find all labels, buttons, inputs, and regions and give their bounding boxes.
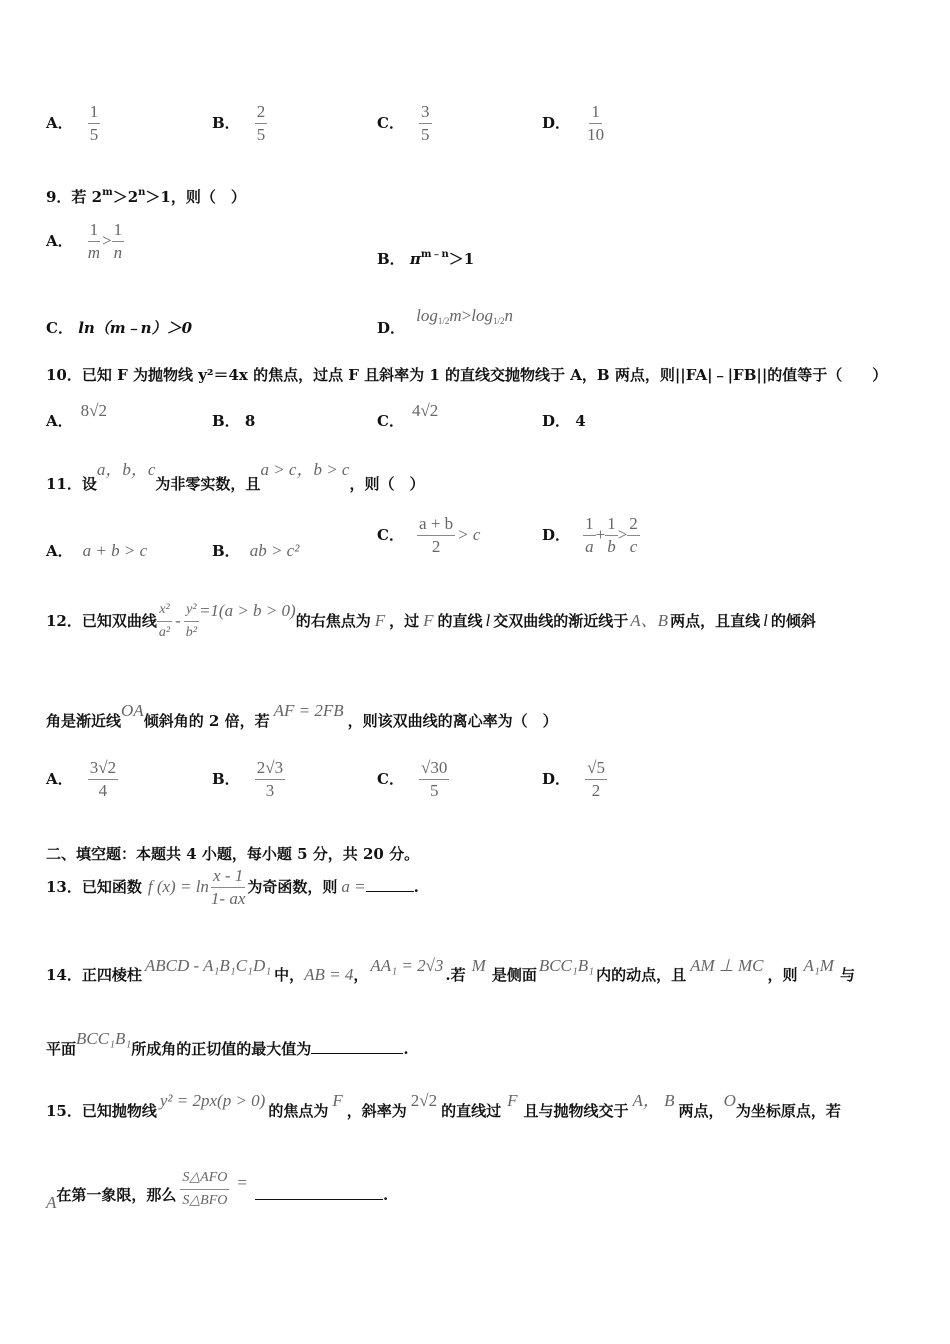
q12-option-a: A． $\frac{3√2}{4}$: [46, 758, 117, 800]
q14-stem-line1: 14．正四棱柱 ABCD - A₁B₁C₁D₁ 中，AB = 4， AA₁ = 2√3 .若 M 是侧面 BCC₁B₁ 内的动点，且 AM ⊥ MC ，则 A₁M 与: [46, 956, 855, 984]
q9-option-d: D． $\log_{1/2}m>\log_{1/2}n$: [377, 306, 513, 337]
fraction: $\frac{2√3}{3}$: [256, 758, 284, 800]
option-label: D．: [542, 114, 571, 132]
option-label: A．: [46, 114, 73, 132]
fraction: $\frac{√30}{5}$: [421, 758, 448, 800]
fraction: $\frac{1}{5}$: [89, 102, 99, 144]
q11-option-a: A． a + b > c: [46, 541, 148, 560]
q12-stem-line2: 角是渐近线OA倾斜角的 2 倍，若AF = 2FB，则该双曲线的离心率为（ ）: [46, 701, 558, 730]
q12-option-c: C． $\frac{√30}{5}$: [377, 758, 448, 800]
option-label: C．: [377, 114, 404, 132]
fraction: $\frac{3√2}{4}$: [89, 758, 117, 800]
fraction: $\frac{\text{S△AFO}}{\text{S△BFO}}$: [182, 1170, 228, 1208]
q11-option-d: D． $\frac{1}{a}$ + $\frac{1}{b}$ > $\frac{2}{c}$: [542, 514, 638, 556]
q15-stem-line2: A在第一象限，那么 $\frac{\text{S△AFO}}{\text{S△BFO}}$ =.: [46, 1170, 389, 1212]
q8-option-d: [542, 102, 606, 145]
q9-option-b: B． $\pi^{m﹣n}>1$: [377, 249, 475, 268]
fraction: $\frac{3}{5}$: [421, 102, 430, 144]
answer-blank[interactable]: [255, 1199, 383, 1200]
q10-option-a: A．8√2: [46, 401, 107, 430]
q15-stem-line1: 15．已知抛物线y² = 2px(p > 0)的焦点为F，斜率为2√2的直线过F且与抛物线交于A， B两点，O为坐标原点，若: [46, 1091, 841, 1120]
fraction: $\frac{2}{c}$: [629, 514, 638, 556]
fraction: $\frac{2}{5}$: [256, 102, 266, 144]
q11-stem: 11．设a，b，c为非零实数，且a > c，b > c，则（ ）: [46, 460, 425, 493]
fraction: $\frac{1}{n}$: [113, 220, 123, 262]
answer-blank[interactable]: [366, 891, 414, 892]
q12-option-d: D． $\frac{√5}{2}$: [542, 758, 605, 800]
answer-blank[interactable]: [311, 1053, 403, 1054]
q12-option-b: B． $\frac{2√3}{3}$: [212, 758, 284, 800]
q9-option-a: A． $\frac{1}{m}$ > $\frac{1}{n}$: [46, 220, 123, 262]
fraction: $\frac{\text{x²}}{\text{a²}}$: [158, 602, 171, 640]
fraction: $\frac{√5}{2}$: [587, 758, 605, 800]
option-label: B．: [212, 114, 240, 132]
q13-stem: 13．已知函数 f (x) = ln $\frac{x - 1}{1- ax}$ 为奇函数，则 a = .: [46, 866, 419, 908]
q12-stem-line1: 12．已知双曲线 $\frac{\text{x²}}{\text{a²}}$ - $\frac{\text{y²}}{\text{b²}}$ =1(a > b > 0)的右焦点为 F ，过 F 的直线 l 交双曲线的渐近线于 A、B 两点，且直线 l 的倾斜: [46, 600, 816, 643]
section-heading: 二、填空题：本题共 4 小题，每小题 5 分，共 20 分。: [46, 845, 420, 863]
q8-option-c: [377, 102, 432, 145]
q14-stem-line2: 平面BCC₁B₁所成角的正切值的最大值为 .: [46, 1029, 409, 1058]
fraction: $\frac{1}{m}$: [87, 220, 101, 262]
q11-option-b: B． ab > c²: [212, 541, 300, 560]
q9-option-c: C． ln（m﹣n）＞0: [46, 319, 193, 337]
q10-stem: 10．已知 F 为抛物线 y²＝4x 的焦点，过点 F 且斜率为 1 的直线交抛物线于 A，B 两点，则||FA|﹣|FB||的值等于（ ）: [46, 366, 888, 384]
q8-option-a: [46, 102, 100, 145]
q8-option-b: [212, 102, 267, 145]
fraction: $\frac{1}{a}$: [585, 514, 594, 556]
q10-option-c: C．4√2: [377, 401, 439, 430]
q10-option-d: D． 4: [542, 412, 586, 430]
q10-option-b: B． 8: [212, 412, 256, 430]
fraction: $\frac{1}{10}$: [587, 102, 605, 144]
fraction: $\frac{a + b}{2}$: [419, 514, 454, 556]
fraction: $\frac{x - 1}{1- ax}$: [210, 866, 246, 908]
q9-stem: 9．若 $2^m>2^n>1$，则（ ）: [46, 187, 246, 206]
q11-option-c: C． $\frac{a + b}{2}$ > c: [377, 514, 481, 556]
fraction: $\frac{1}{b}$: [607, 514, 616, 556]
fraction: $\frac{\text{y²}}{\text{b²}}$: [185, 602, 197, 640]
